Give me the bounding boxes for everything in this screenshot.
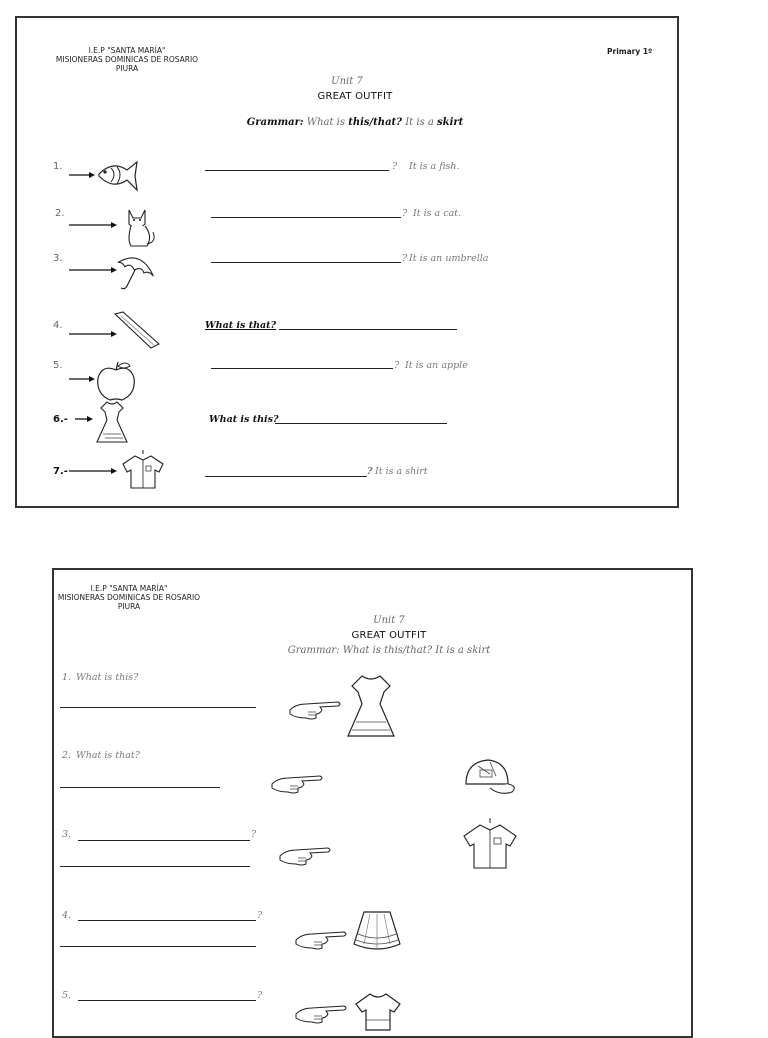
- apple-icon: [94, 360, 138, 402]
- item-question: What is this?: [209, 414, 279, 425]
- worksheet-1: [15, 16, 679, 508]
- item-suffix: ?: [402, 253, 408, 264]
- school-city: PIURA: [115, 64, 139, 73]
- shirt-icon: [121, 448, 165, 490]
- item-answer: It is an apple: [405, 360, 468, 371]
- school-name: I.E.P "SANTA MARÍA": [88, 46, 166, 55]
- arrow-icon: [75, 415, 93, 423]
- item-question: ?: [257, 990, 263, 1001]
- worksheet-title: GREAT OUTFIT: [351, 630, 427, 641]
- item-answer: It is an umbrella: [409, 253, 489, 264]
- skirt-icon: [350, 908, 404, 956]
- grammar-rule: Grammar: What is this/that? It is a skirt: [287, 645, 491, 656]
- answer-line[interactable]: [60, 707, 256, 708]
- answer-line[interactable]: [205, 170, 389, 171]
- grade-label: Primary 1º: [607, 47, 653, 56]
- grammar-rule: [17, 117, 693, 128]
- item-number: 3.: [53, 253, 63, 264]
- answer-line[interactable]: [60, 946, 256, 947]
- item-question: What is this?: [76, 672, 139, 683]
- grammar-question: What is: [306, 117, 346, 128]
- answer-line[interactable]: [211, 368, 393, 369]
- item-number: 5.: [62, 990, 72, 1001]
- arrow-icon: [69, 467, 117, 475]
- item-suffix: ?: [402, 208, 408, 219]
- answer-line[interactable]: [60, 866, 250, 867]
- school-congregation: MISIONERAS DOMINICAS DE ROSARIO: [55, 55, 199, 64]
- arrow-icon: [69, 221, 117, 229]
- item-suffix: ?: [367, 466, 373, 477]
- pointing-hand-icon: [292, 924, 350, 952]
- school-congregation: MISIONERAS DOMINICAS DE ROSARIO: [57, 593, 201, 602]
- item-number: 1.: [62, 672, 72, 683]
- item-number: 4.: [62, 910, 72, 921]
- cap-icon: [460, 756, 518, 798]
- item-answer: It is a cat.: [413, 208, 462, 219]
- item-suffix: ?: [392, 161, 398, 172]
- grammar-label: Grammar:: [246, 117, 304, 128]
- grammar-skirt: skirt: [437, 117, 464, 128]
- arrow-icon: [69, 375, 95, 383]
- dress-icon: [346, 674, 396, 740]
- grammar-it-is-a: It is a: [405, 117, 434, 128]
- arrow-icon: [69, 171, 95, 179]
- answer-line[interactable]: [78, 920, 256, 921]
- cat-icon: [119, 204, 159, 248]
- arrow-icon: [69, 266, 117, 274]
- answer-line[interactable]: [60, 787, 220, 788]
- item-number: 5.: [53, 360, 63, 371]
- arrow-icon: [69, 330, 117, 338]
- item-number: 1.: [53, 161, 63, 172]
- item-number: 6.-: [53, 414, 68, 425]
- unit-label: Unit 7: [373, 615, 405, 626]
- fish-icon: [93, 154, 139, 196]
- item-question: ?: [251, 829, 257, 840]
- item-answer: It is a fish.: [409, 161, 460, 172]
- worksheet-2: [52, 568, 693, 1038]
- item-number: 2.: [55, 208, 65, 219]
- grammar-this-that: this/that?: [348, 117, 403, 128]
- pointing-hand-icon: [292, 998, 350, 1026]
- item-number: 2.: [62, 750, 72, 761]
- answer-line[interactable]: [211, 217, 401, 218]
- ruler-icon: [113, 310, 163, 352]
- pointing-hand-icon: [268, 768, 326, 796]
- item-question: ?: [257, 910, 263, 921]
- item-question: What is that?: [76, 750, 140, 761]
- answer-line[interactable]: [279, 329, 457, 330]
- school-name: I.E.P "SANTA MARÍA": [90, 584, 168, 593]
- answer-line[interactable]: [78, 840, 250, 841]
- school-city: PIURA: [117, 602, 141, 611]
- school-header: [54, 584, 204, 611]
- item-suffix: ?: [394, 360, 400, 371]
- item-number: 4.: [53, 320, 63, 331]
- blouse-icon: [352, 990, 404, 1030]
- item-number: 7.-: [53, 466, 68, 477]
- answer-line[interactable]: [275, 423, 447, 424]
- answer-line[interactable]: [78, 1000, 256, 1001]
- answer-line[interactable]: [205, 476, 367, 477]
- dress-icon: [95, 400, 129, 444]
- worksheet-title: GREAT OUTFIT: [317, 91, 393, 102]
- pointing-hand-icon: [286, 694, 344, 722]
- unit-label: Unit 7: [331, 76, 363, 87]
- item-answer: It is a shirt: [375, 466, 428, 477]
- item-number: 3.: [62, 829, 72, 840]
- umbrella-icon: [113, 250, 159, 292]
- answer-line[interactable]: [211, 262, 401, 263]
- shirt-icon: [460, 816, 520, 870]
- item-question: What is that?: [205, 320, 277, 331]
- school-header: [47, 46, 207, 73]
- pointing-hand-icon: [276, 840, 334, 868]
